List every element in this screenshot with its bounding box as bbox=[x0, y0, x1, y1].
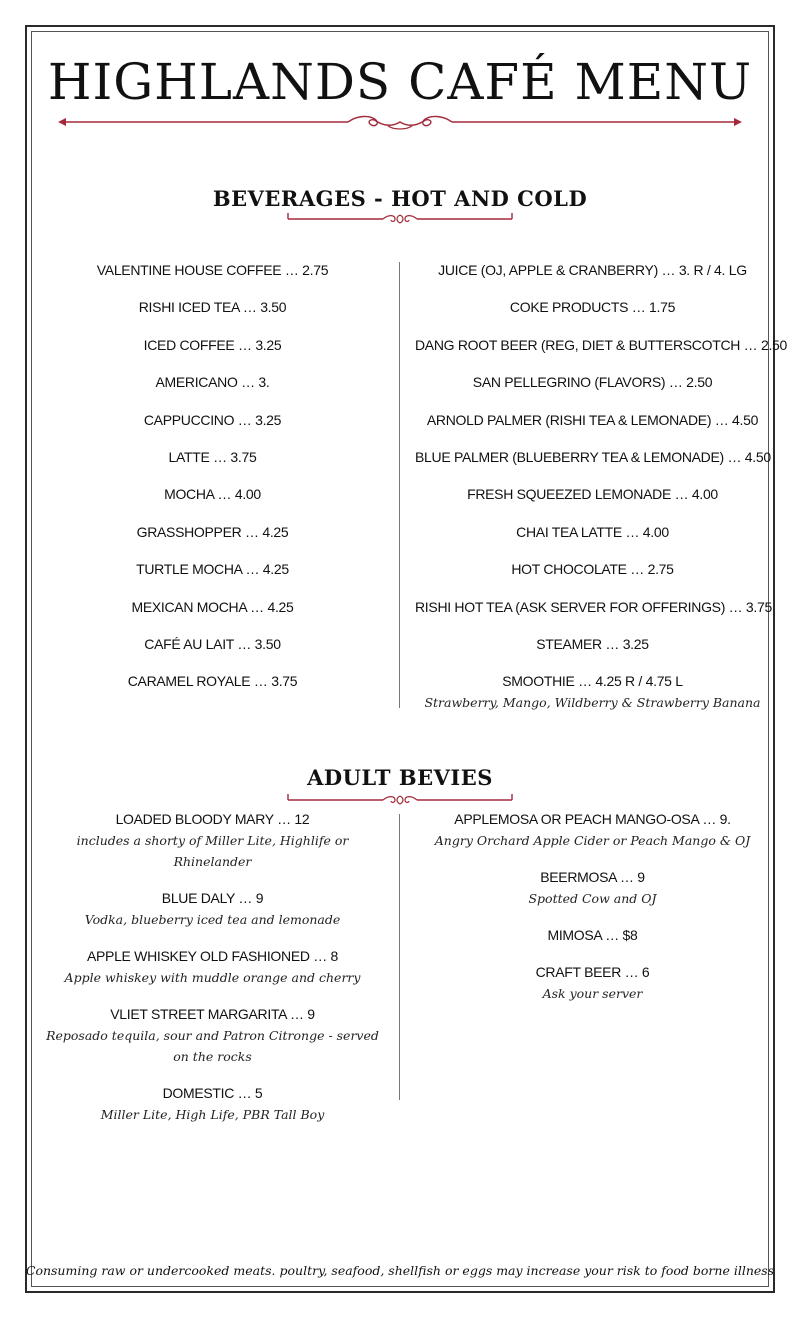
menu-item: CRAFT BEER … 6 bbox=[535, 964, 650, 980]
page-title: HIGHLANDS CAFÉ MENU bbox=[47, 53, 753, 111]
menu-item: CHAI TEA LATTE … 4.00 bbox=[516, 523, 669, 540]
menu-item-description: Apple whiskey with muddle orange and cherry bbox=[64, 970, 361, 985]
menu-item: MOCHA … 4.00 bbox=[164, 486, 261, 503]
menu-item: MIMOSA … $8 bbox=[547, 927, 638, 943]
menu-item: BEERMOSA … 9 bbox=[540, 869, 645, 885]
menu-item: CAPPUCCINO … 3.25 bbox=[143, 411, 282, 428]
menu-item: VALENTINE HOUSE COFFEE … 2.75 bbox=[96, 262, 329, 278]
adult-ornament-divider bbox=[287, 793, 513, 805]
menu-item: AMERICANO … 3. bbox=[155, 374, 270, 391]
menu-item: LATTE … 3.75 bbox=[168, 448, 257, 465]
menu-item-description: Reposado tequila, sour and Patron Citronge - served on the rocks bbox=[46, 1028, 379, 1064]
menu-item: ARNOLD PALMER (RISHI TEA & LEMONADE) … 4.50 bbox=[426, 411, 759, 428]
menu-item: FRESH SQUEEZED LEMONADE … 4.00 bbox=[467, 486, 718, 503]
adult-menu-entry bbox=[40, 1003, 385, 1067]
menu-item: GRASSHOPPER … 4.25 bbox=[136, 523, 289, 540]
menu-item: STEAMER … 3.25 bbox=[536, 635, 649, 652]
menu-item: VLIET STREET MARGARITA … 9 bbox=[110, 1006, 315, 1022]
menu-item: MEXICAN MOCHA … 4.25 bbox=[131, 598, 294, 615]
adult-menu-entry bbox=[40, 945, 385, 988]
adult-menu-entry bbox=[415, 866, 770, 909]
menu-item: DOMESTIC … 5 bbox=[162, 1085, 263, 1101]
menu-item: CARAMEL ROYALE … 3.75 bbox=[127, 673, 298, 690]
adult-column-divider bbox=[399, 814, 400, 1100]
menu-item: COKE PRODUCTS … 1.75 bbox=[509, 299, 676, 316]
beverages-left-column bbox=[40, 259, 385, 708]
menu-item-description: Miller Lite, High Life, PBR Tall Boy bbox=[100, 1107, 325, 1122]
menu-item: JUICE (OJ, APPLE & CRANBERRY) … 3. R / 4. LG bbox=[438, 262, 747, 278]
menu-item: RISHI ICED TEA … 3.50 bbox=[138, 299, 287, 316]
menu-item: RISHI HOT TEA (ASK SERVER FOR OFFERINGS) … 3.75 bbox=[415, 598, 772, 615]
title-ornament-divider bbox=[58, 112, 742, 132]
adult-menu-entry bbox=[415, 924, 770, 946]
beverages-right-column bbox=[415, 259, 788, 713]
menu-item: ICED COFFEE … 3.25 bbox=[143, 336, 282, 353]
adult-menu-entry bbox=[415, 961, 770, 1004]
adult-right-column bbox=[415, 808, 770, 1019]
adult-menu-entry bbox=[415, 808, 770, 851]
beverages-ornament-divider bbox=[287, 212, 513, 224]
menu-item: TURTLE MOCHA … 4.25 bbox=[136, 561, 289, 578]
menu-item-description: Strawberry, Mango, Wildberry & Strawberry Banana bbox=[424, 695, 761, 711]
section-title-beverages: BEVERAGES - HOT AND COLD bbox=[212, 186, 588, 211]
menu-item: CAFÉ AU LAIT … 3.50 bbox=[144, 635, 281, 652]
menu-item: SAN PELLEGRINO (FLAVORS) … 2.50 bbox=[472, 374, 713, 391]
adult-menu-entry bbox=[40, 887, 385, 930]
health-disclaimer: Consuming raw or undercooked meats. poultry, seafood, shellfish or eggs may increase your risk to food borne illness bbox=[25, 1263, 775, 1278]
menu-item-smoothie: SMOOTHIE … 4.25 R / 4.75 L bbox=[502, 673, 683, 690]
adult-menu-entry bbox=[40, 1082, 385, 1125]
section-title-adult: ADULT BEVIES bbox=[307, 765, 493, 790]
menu-item: BLUE PALMER (BLUEBERRY TEA & LEMONADE) … 4.50 bbox=[415, 448, 771, 465]
menu-item: APPLE WHISKEY OLD FASHIONED … 8 bbox=[86, 948, 339, 964]
menu-item: HOT CHOCOLATE … 2.75 bbox=[511, 561, 674, 578]
menu-item-description: Ask your server bbox=[542, 986, 643, 1001]
adult-menu-entry bbox=[40, 808, 385, 872]
menu-item-description: Vodka, blueberry iced tea and lemonade bbox=[84, 912, 341, 927]
beverages-column-divider bbox=[399, 262, 400, 708]
menu-item: APPLEMOSA OR PEACH MANGO-OSA … 9. bbox=[454, 811, 731, 827]
menu-item: LOADED BLOODY MARY … 12 bbox=[115, 811, 310, 827]
menu-item-description: Angry Orchard Apple Cider or Peach Mango & OJ bbox=[434, 833, 751, 848]
menu-item-description: Spotted Cow and OJ bbox=[528, 891, 657, 906]
menu-item-description: includes a shorty of Miller Lite, Highlife or Rhinelander bbox=[76, 833, 349, 869]
adult-left-column bbox=[40, 808, 385, 1140]
menu-item: DANG ROOT BEER (REG, DIET & BUTTERSCOTCH … 2.50 bbox=[415, 336, 788, 353]
menu-item: BLUE DALY … 9 bbox=[161, 890, 264, 906]
